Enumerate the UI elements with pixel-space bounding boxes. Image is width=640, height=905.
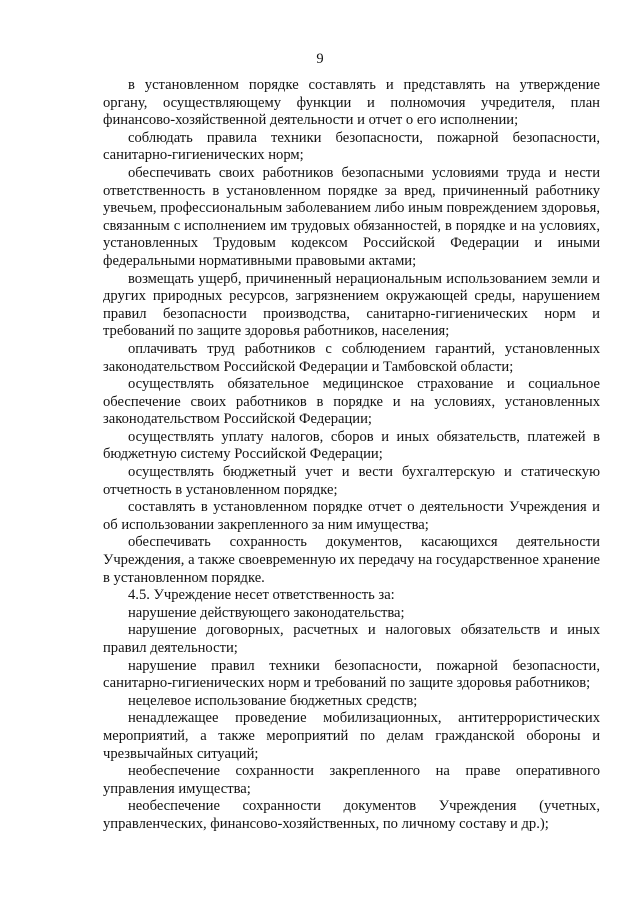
list-item-mobilization: ненадлежащее проведение мобилизационных, антитеррористических мероприятий, а также мероприятий по делам гражданской обороны и чрезвычайных ситуаций; (103, 710, 600, 762)
paragraph-damage-compensation: возмещать ущерб, причиненный нерациональным использованием земли и других природных ресурсов, загрязнением окружающей среды, нарушением правил безопасности производства, санитарно-гигиенических норм и требований по защите здоровья работников, населения; (103, 270, 600, 340)
paragraph-section-4-5-heading: 4.5. Учреждение несет ответственность за: (128, 587, 395, 604)
list-item-safety-violation: нарушение правил техники безопасности, пожарной безопасности, санитарно-гигиенических норм и требований по защите здоровья работников; (103, 657, 600, 692)
paragraph-document-safekeeping: обеспечивать сохранность документов, касающихся деятельности Учреждения, а также своевременную их передачу на государственное хранение в установленном порядке. (103, 534, 600, 586)
paragraph-accounting: осуществлять бюджетный учет и вести бухгалтерскую и статическую отчетность в установленном порядке; (103, 464, 600, 498)
paragraph-activity-report: составлять в установленном порядке отчет о деятельности Учреждения и об использовании закрепленного за ним имущества; (103, 499, 600, 533)
paragraph-working-conditions: обеспечивать своих работников безопасными условиями труда и нести ответственность в установленном порядке за вред, причиненный работнику увечьем, профессиональным заболеванием либо иным повреждением здоровья, связанным с исполнением им трудовых обязанностей, в порядке и на условиях, установленных Трудовым кодексом Российской Федерации и иными федеральными нормативными правовыми актами; (103, 164, 600, 269)
paragraph-tax-payment: осуществлять уплату налогов, сборов и иных обязательств, платежей в бюджетную систему Российской Федерации; (103, 428, 600, 463)
page-number: 9 (316, 51, 324, 67)
paragraph-safety-rules: соблюдать правила техники безопасности, пожарной безопасности, санитарно-гигиенических норм; (103, 129, 600, 164)
list-item-document-safety: необеспечение сохранности документов Учреждения (учетных, управленческих, финансово-хозяйственных, по личному составу и др.); (103, 798, 600, 832)
list-item-contract-violation: нарушение договорных, расчетных и налоговых обязательств и иных правил деятельности; (103, 622, 600, 656)
list-item-legislation-violation: нарушение действующего законодательства; (128, 604, 405, 621)
document-body (103, 77, 600, 834)
paragraph-medical-insurance: осуществлять обязательное медицинское страхование и социальное обеспечение своих работников в порядке и на условиях, установленных законодательством Российской Федерации; (103, 376, 600, 428)
list-item-property-safety: необеспечение сохранности закрепленного на праве оперативного управления имущества; (103, 763, 600, 797)
paragraph-submit-plan: в установленном порядке составлять и представлять на утверждение органу, осуществляющему функции и полномочия учредителя, план финансово-хозяйственной деятельности и отчет о его исполнении; (103, 77, 600, 129)
list-item-budget-misuse: нецелевое использование бюджетных средств; (128, 692, 418, 709)
paragraph-labor-payment: оплачивать труд работников с соблюдением гарантий, установленных законодательством Российской Федерации и Тамбовской области; (103, 340, 600, 375)
